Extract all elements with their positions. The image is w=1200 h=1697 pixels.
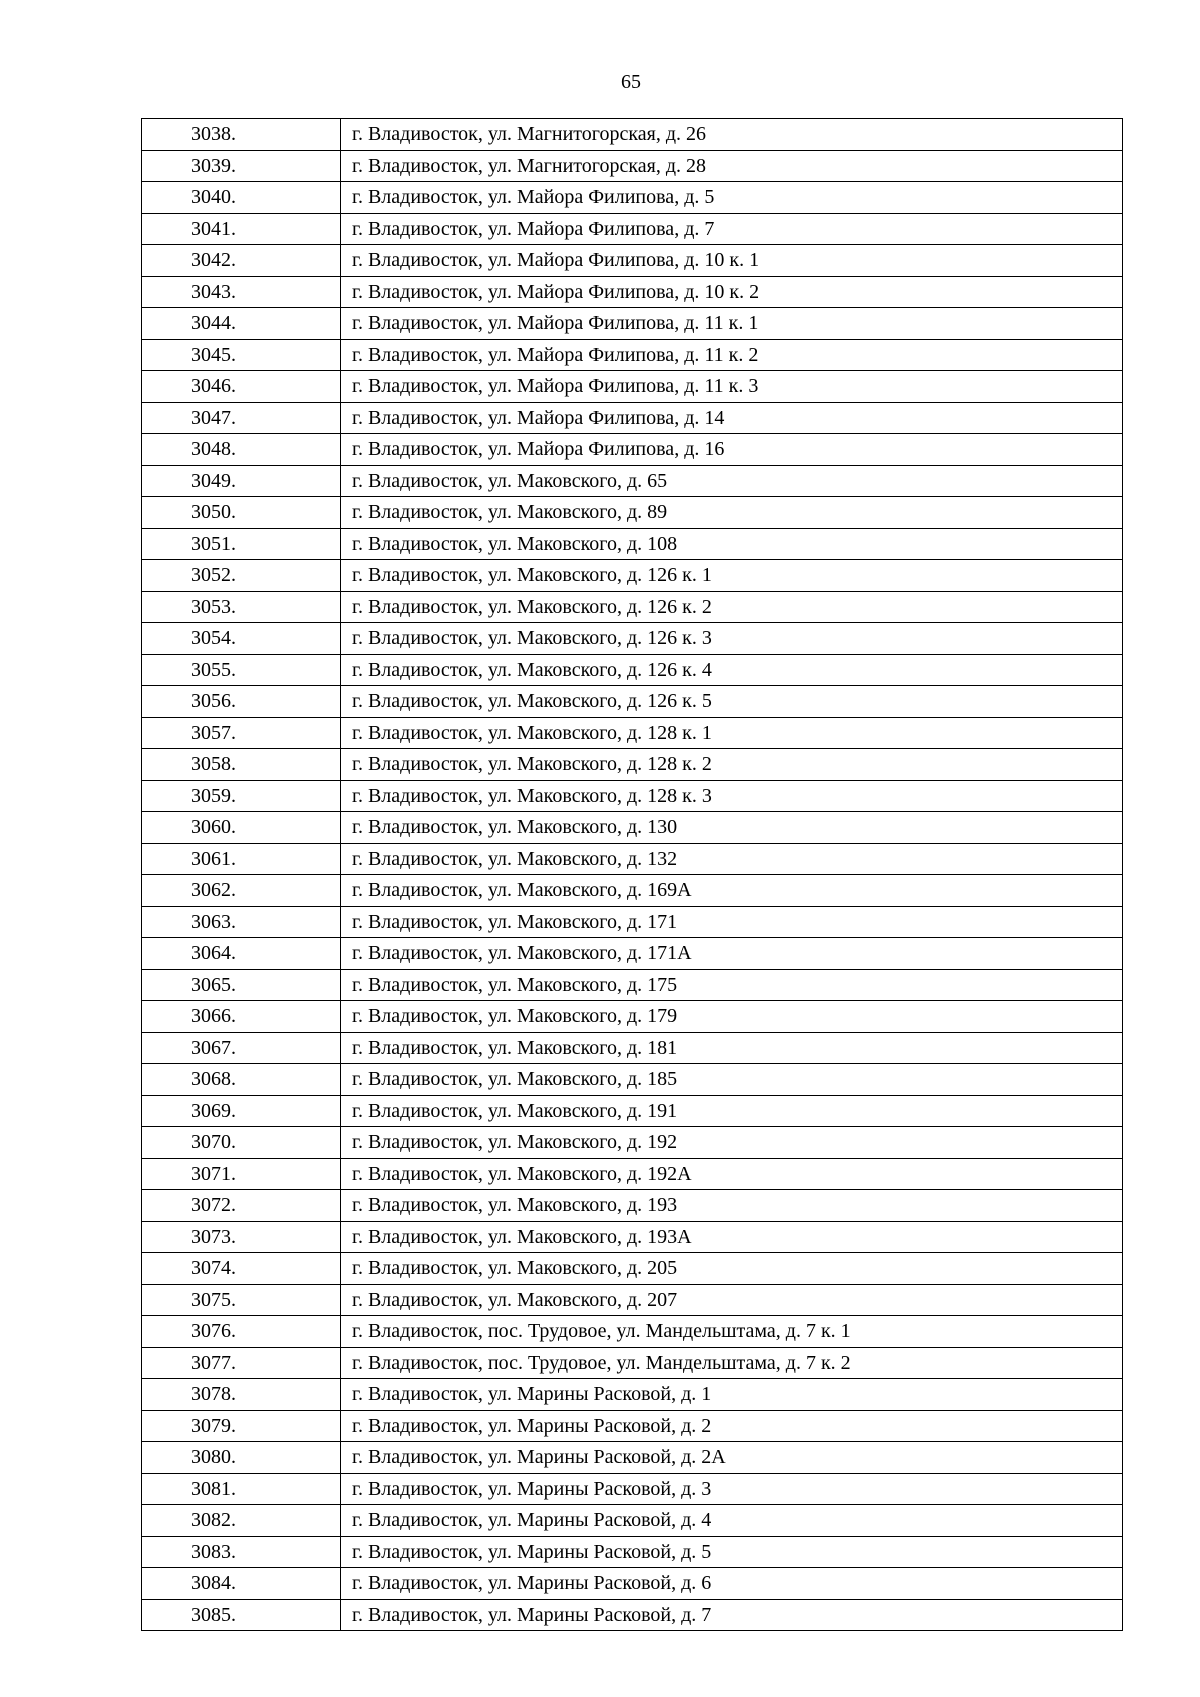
table-row [142, 465, 1123, 497]
address-cell: г. Владивосток, ул. Маковского, д. 128 к. 2 [341, 749, 1123, 781]
row-number-cell: 3040. [142, 182, 341, 214]
page-number: 65 [621, 71, 641, 93]
address-cell: г. Владивосток, ул. Майора Филипова, д. 7 [341, 213, 1123, 245]
table-row [142, 875, 1123, 907]
address-table-body [142, 119, 1123, 1631]
address-cell: г. Владивосток, ул. Марины Расковой, д. 4 [341, 1505, 1123, 1537]
table-row [142, 969, 1123, 1001]
table-row [142, 119, 1123, 151]
row-number-cell: 3053. [142, 591, 341, 623]
table-row [142, 339, 1123, 371]
table-row [142, 623, 1123, 655]
table-row [142, 1032, 1123, 1064]
row-number-cell: 3045. [142, 339, 341, 371]
row-number-cell: 3050. [142, 497, 341, 529]
table-row [142, 1473, 1123, 1505]
row-number-cell: 3052. [142, 560, 341, 592]
table-row [142, 1316, 1123, 1348]
table-row [142, 1190, 1123, 1222]
address-cell: г. Владивосток, ул. Маковского, д. 126 к. 2 [341, 591, 1123, 623]
table-row [142, 591, 1123, 623]
table-row [142, 906, 1123, 938]
table-row [142, 1284, 1123, 1316]
address-cell: г. Владивосток, ул. Маковского, д. 128 к. 1 [341, 717, 1123, 749]
row-number-cell: 3078. [142, 1379, 341, 1411]
row-number-cell: 3054. [142, 623, 341, 655]
address-cell: г. Владивосток, ул. Маковского, д. 108 [341, 528, 1123, 560]
address-cell: г. Владивосток, ул. Майора Филипова, д. 14 [341, 402, 1123, 434]
table-row [142, 1253, 1123, 1285]
address-cell: г. Владивосток, ул. Маковского, д. 192А [341, 1158, 1123, 1190]
address-cell: г. Владивосток, ул. Маковского, д. 169А [341, 875, 1123, 907]
table-row [142, 1095, 1123, 1127]
address-cell: г. Владивосток, ул. Майора Филипова, д. 11 к. 3 [341, 371, 1123, 403]
address-cell: г. Владивосток, ул. Маковского, д. 89 [341, 497, 1123, 529]
row-number-cell: 3038. [142, 119, 341, 151]
row-number-cell: 3049. [142, 465, 341, 497]
row-number-cell: 3051. [142, 528, 341, 560]
address-cell: г. Владивосток, ул. Маковского, д. 192 [341, 1127, 1123, 1159]
row-number-cell: 3076. [142, 1316, 341, 1348]
address-cell: г. Владивосток, ул. Марины Расковой, д. 5 [341, 1536, 1123, 1568]
address-cell: г. Владивосток, ул. Маковского, д. 171А [341, 938, 1123, 970]
table-row [142, 276, 1123, 308]
row-number-cell: 3048. [142, 434, 341, 466]
row-number-cell: 3077. [142, 1347, 341, 1379]
table-row [142, 245, 1123, 277]
address-cell: г. Владивосток, ул. Маковского, д. 185 [341, 1064, 1123, 1096]
row-number-cell: 3067. [142, 1032, 341, 1064]
address-cell: г. Владивосток, ул. Майора Филипова, д. 16 [341, 434, 1123, 466]
row-number-cell: 3063. [142, 906, 341, 938]
table-row [142, 1158, 1123, 1190]
row-number-cell: 3043. [142, 276, 341, 308]
address-cell: г. Владивосток, ул. Маковского, д. 132 [341, 843, 1123, 875]
address-cell: г. Владивосток, ул. Маковского, д. 171 [341, 906, 1123, 938]
table-row [142, 1410, 1123, 1442]
address-cell: г. Владивосток, ул. Маковского, д. 126 к. 1 [341, 560, 1123, 592]
address-cell: г. Владивосток, ул. Маковского, д. 128 к. 3 [341, 780, 1123, 812]
row-number-cell: 3064. [142, 938, 341, 970]
table-row [142, 938, 1123, 970]
table-row [142, 528, 1123, 560]
row-number-cell: 3071. [142, 1158, 341, 1190]
table-row [142, 1536, 1123, 1568]
table-row [142, 1347, 1123, 1379]
table-row [142, 560, 1123, 592]
row-number-cell: 3068. [142, 1064, 341, 1096]
row-number-cell: 3066. [142, 1001, 341, 1033]
table-row [142, 749, 1123, 781]
table-row [142, 686, 1123, 718]
row-number-cell: 3047. [142, 402, 341, 434]
row-number-cell: 3041. [142, 213, 341, 245]
row-number-cell: 3061. [142, 843, 341, 875]
row-number-cell: 3059. [142, 780, 341, 812]
row-number-cell: 3074. [142, 1253, 341, 1285]
address-cell: г. Владивосток, ул. Марины Расковой, д. 2А [341, 1442, 1123, 1474]
table-row [142, 1064, 1123, 1096]
address-cell: г. Владивосток, ул. Маковского, д. 191 [341, 1095, 1123, 1127]
row-number-cell: 3065. [142, 969, 341, 1001]
table-row [142, 308, 1123, 340]
table-row [142, 182, 1123, 214]
address-cell: г. Владивосток, ул. Майора Филипова, д. 10 к. 2 [341, 276, 1123, 308]
address-cell: г. Владивосток, ул. Маковского, д. 126 к. 5 [341, 686, 1123, 718]
address-cell: г. Владивосток, ул. Маковского, д. 193 [341, 1190, 1123, 1222]
address-cell: г. Владивосток, ул. Марины Расковой, д. 3 [341, 1473, 1123, 1505]
table-row [142, 1568, 1123, 1600]
row-number-cell: 3044. [142, 308, 341, 340]
address-cell: г. Владивосток, пос. Трудовое, ул. Мандельштама, д. 7 к. 2 [341, 1347, 1123, 1379]
table-row [142, 402, 1123, 434]
address-cell: г. Владивосток, ул. Маковского, д. 126 к. 3 [341, 623, 1123, 655]
row-number-cell: 3046. [142, 371, 341, 403]
address-cell: г. Владивосток, ул. Маковского, д. 205 [341, 1253, 1123, 1285]
address-cell: г. Владивосток, ул. Маковского, д. 181 [341, 1032, 1123, 1064]
address-table [141, 118, 1123, 1631]
row-number-cell: 3079. [142, 1410, 341, 1442]
address-cell: г. Владивосток, ул. Марины Расковой, д. 7 [341, 1599, 1123, 1631]
table-row [142, 654, 1123, 686]
row-number-cell: 3070. [142, 1127, 341, 1159]
address-cell: г. Владивосток, ул. Майора Филипова, д. 11 к. 2 [341, 339, 1123, 371]
row-number-cell: 3080. [142, 1442, 341, 1474]
address-cell: г. Владивосток, ул. Маковского, д. 207 [341, 1284, 1123, 1316]
table-row [142, 1001, 1123, 1033]
row-number-cell: 3039. [142, 150, 341, 182]
row-number-cell: 3062. [142, 875, 341, 907]
table-row [142, 780, 1123, 812]
row-number-cell: 3057. [142, 717, 341, 749]
address-cell: г. Владивосток, ул. Магнитогорская, д. 26 [341, 119, 1123, 151]
address-cell: г. Владивосток, ул. Майора Филипова, д. 10 к. 1 [341, 245, 1123, 277]
table-row [142, 1442, 1123, 1474]
table-row [142, 1379, 1123, 1411]
row-number-cell: 3042. [142, 245, 341, 277]
address-cell: г. Владивосток, ул. Магнитогорская, д. 28 [341, 150, 1123, 182]
row-number-cell: 3081. [142, 1473, 341, 1505]
row-number-cell: 3075. [142, 1284, 341, 1316]
table-row [142, 497, 1123, 529]
address-cell: г. Владивосток, ул. Маковского, д. 175 [341, 969, 1123, 1001]
table-row [142, 213, 1123, 245]
address-cell: г. Владивосток, ул. Маковского, д. 130 [341, 812, 1123, 844]
row-number-cell: 3058. [142, 749, 341, 781]
table-row [142, 843, 1123, 875]
row-number-cell: 3060. [142, 812, 341, 844]
address-cell: г. Владивосток, ул. Маковского, д. 126 к. 4 [341, 654, 1123, 686]
row-number-cell: 3073. [142, 1221, 341, 1253]
table-row [142, 434, 1123, 466]
address-cell: г. Владивосток, ул. Маковского, д. 65 [341, 465, 1123, 497]
address-cell: г. Владивосток, ул. Марины Расковой, д. 2 [341, 1410, 1123, 1442]
table-row [142, 150, 1123, 182]
address-cell: г. Владивосток, ул. Майора Филипова, д. 11 к. 1 [341, 308, 1123, 340]
table-row [142, 371, 1123, 403]
address-cell: г. Владивосток, ул. Марины Расковой, д. 6 [341, 1568, 1123, 1600]
row-number-cell: 3072. [142, 1190, 341, 1222]
row-number-cell: 3084. [142, 1568, 341, 1600]
row-number-cell: 3069. [142, 1095, 341, 1127]
table-row [142, 1599, 1123, 1631]
address-cell: г. Владивосток, пос. Трудовое, ул. Мандельштама, д. 7 к. 1 [341, 1316, 1123, 1348]
table-row [142, 717, 1123, 749]
row-number-cell: 3085. [142, 1599, 341, 1631]
address-cell: г. Владивосток, ул. Майора Филипова, д. 5 [341, 182, 1123, 214]
address-cell: г. Владивосток, ул. Маковского, д. 193А [341, 1221, 1123, 1253]
row-number-cell: 3056. [142, 686, 341, 718]
address-cell: г. Владивосток, ул. Марины Расковой, д. 1 [341, 1379, 1123, 1411]
table-row [142, 1127, 1123, 1159]
row-number-cell: 3082. [142, 1505, 341, 1537]
row-number-cell: 3083. [142, 1536, 341, 1568]
address-cell: г. Владивосток, ул. Маковского, д. 179 [341, 1001, 1123, 1033]
table-row [142, 812, 1123, 844]
row-number-cell: 3055. [142, 654, 341, 686]
table-row [142, 1221, 1123, 1253]
table-row [142, 1505, 1123, 1537]
